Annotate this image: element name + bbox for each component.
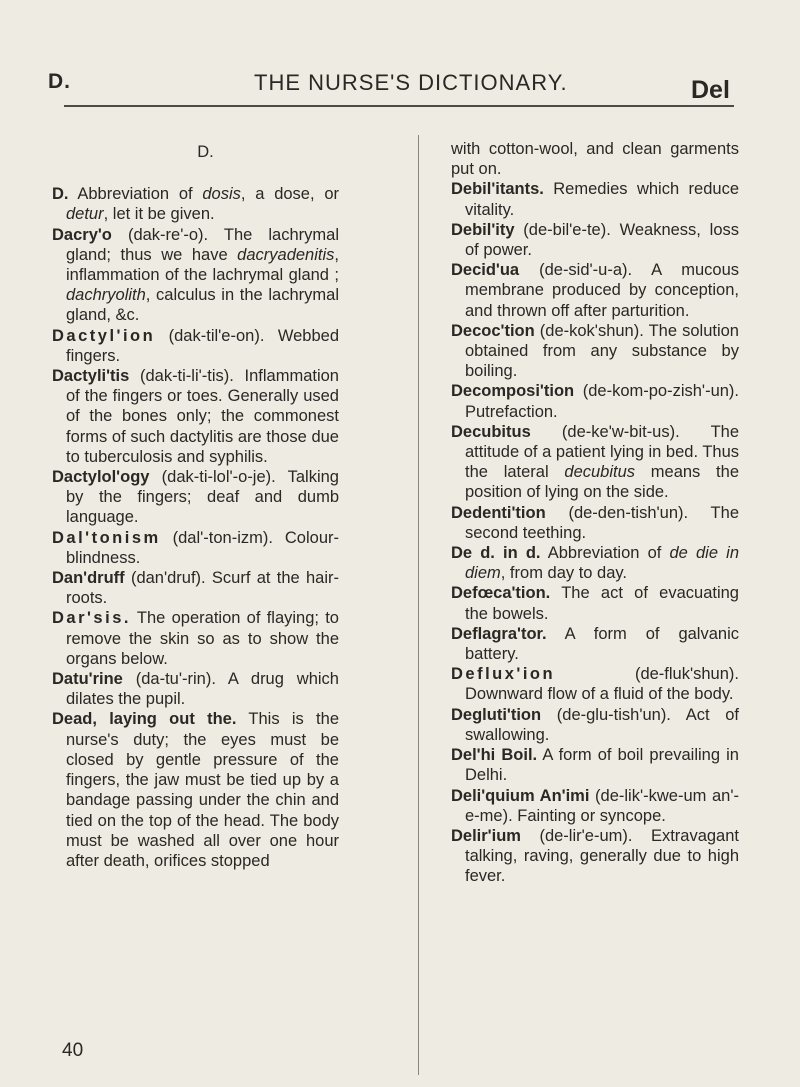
entry-debility [451, 220, 739, 260]
entry-dead-laying-out [52, 709, 339, 871]
entry-body: , inflammation of the lachrymal gland ; [66, 245, 339, 285]
entry-body: (de-bil'e-te). Weakness, loss of power. [465, 220, 739, 260]
entry-headword: De d. in d. [451, 544, 541, 563]
entry-italic: detur [66, 205, 104, 224]
entry-decidua [451, 260, 739, 321]
entry-headword: Del'hi Boil. [451, 746, 538, 765]
entry-body: , calculus in the lachrymal gland, &c. [66, 286, 339, 325]
entry-headword: Dead, laying out the. [52, 710, 237, 729]
entry-headword: Dactyl'ion [52, 326, 156, 345]
entry-body: (de-sid'-u-a). A mucous membrane produced by conception, and thrown off after parturition. [465, 261, 739, 320]
entry-daltonism [52, 528, 339, 568]
entry-body: (dak-ti-li'-tis). Inflammation of the fingers or toes. Generally used of the bones only; the commonest forms of such dactylitis are those due to tuberculosis and syphilis. [66, 367, 339, 466]
entry-body: Remedies which reduce vitality. [465, 180, 739, 219]
entry-body: A form of boil prevailing in Delhi. [465, 746, 739, 785]
entry-body: The operation of flaying; to remove the skin so as to show the organs below. [66, 609, 339, 668]
entry-deglutition [451, 705, 739, 745]
entry-de-d-in-d [451, 543, 739, 583]
entry-body: (de-ke'w-bit-us). The attitude of a patient lying in bed. Thus the lateral [465, 422, 739, 482]
section-letter: D. [197, 143, 214, 161]
entry-decomposition [451, 381, 739, 421]
entry-headword: Decomposi'tion [451, 382, 575, 401]
entry-headword: Dactylol'ogy [52, 468, 150, 487]
entry-body: A form of galvanic battery. [465, 624, 739, 664]
entry-italic: decubitus [564, 463, 636, 482]
entry-headword: Dactyli'tis [52, 367, 130, 386]
entry-headword: Decoc'tion [451, 321, 535, 340]
entry-italic: dosis [202, 185, 241, 204]
entry-decoction [451, 321, 739, 382]
entry-headword: Debil'ity [451, 220, 515, 239]
entry-headword: Dedenti'tion [451, 503, 546, 522]
entry-body: (dal'-ton-izm). Colour-blindness. [66, 528, 339, 567]
entry-headword: Dar'sis. [52, 609, 131, 628]
entry-body: This is the nurse's duty; the eyes must be closed by gentle pressure of the fingers, the jaw must be tied up by a bandage passing under the chin and tied on the top of the head. The body must be washed all over one hour after death, orifices stopped [66, 710, 339, 870]
entry-delirium [451, 826, 739, 887]
entry-italic: dacryadenitis [237, 245, 335, 264]
entry-debilitants [451, 179, 739, 219]
entry-headword: Decubitus [451, 422, 531, 441]
entry-headword: D. [52, 185, 69, 204]
entry-body: (de-lir'e-um). Extravagant talking, raving, generally due to high fever. [465, 826, 739, 886]
entry-italic: de die in diem [465, 544, 739, 583]
entry-body: (de-lik'-kwe-um an'-e-me). Fainting or syncope. [465, 786, 739, 825]
entry-dacryo [52, 225, 339, 326]
entry-d [52, 184, 339, 224]
entry-body: means the position of lying on the side. [465, 463, 739, 502]
entry-headword: Debil'itants. [451, 180, 544, 199]
entry-headword: Degluti'tion [451, 705, 542, 724]
entry-body: (dak-re'-o). The lachrymal gland; thus we have [66, 225, 339, 264]
entry-headword: Decid'ua [451, 261, 520, 280]
entry-dandruff [52, 568, 339, 608]
entry-dactylitis [52, 366, 339, 467]
entry-daturine [52, 669, 339, 709]
entry-headword: Dal'tonism [52, 528, 161, 547]
entry-body: The act of evacuating the bowels. [465, 584, 739, 623]
entry-body: (de-kok'shun). The solution obtained from any substance by boiling. [465, 321, 739, 381]
entry-deflagrator [451, 624, 739, 664]
entry-body: Abbreviation of [540, 544, 670, 563]
entry-dactylion [52, 326, 339, 366]
entry-body: , a dose, or [240, 185, 339, 204]
entry-body: (de-glu-tish'un). Act of swallowing. [465, 705, 739, 744]
left-column [52, 142, 339, 871]
entry-body: , let it be given. [103, 205, 215, 224]
entry-darsis [52, 608, 339, 669]
column-divider [418, 135, 419, 1075]
entry-continuation: with cotton-wool, and clean garments put on. [451, 140, 739, 179]
entry-headword: Defœca'tion. [451, 584, 551, 603]
running-head-letter: D. [48, 70, 71, 93]
entry-dactylology [52, 467, 339, 528]
entry-delhi-boil [451, 745, 739, 785]
running-head-title: THE NURSE'S DICTIONARY. [254, 70, 568, 95]
entry-decubitus [451, 422, 739, 503]
entry-body: (dak-til'e-on). Webbed fingers. [66, 326, 339, 365]
entry-body: , from day to day. [500, 564, 628, 583]
entry-headword: Dacry'o [52, 225, 112, 244]
entry-italic: dachryolith [66, 286, 146, 305]
entry-defluxion [451, 664, 739, 704]
entry-dedentition [451, 503, 739, 543]
entry-headword: Datu'rine [52, 670, 123, 689]
entry-deliquium-animi [451, 786, 739, 826]
entry-body: (dak-ti-lol'-o-je). Talking by the fingers; deaf and dumb language. [66, 468, 339, 527]
entry-body: (da-tu'-rin). A drug which dilates the pupil. [66, 670, 339, 709]
entry-headword: Deli'quium An'imi [451, 786, 590, 805]
entry-body: (dan'druf). Scurf at the hair-roots. [66, 569, 339, 608]
header-rule [64, 105, 734, 107]
guide-word: Del [691, 76, 730, 104]
entry-body: Abbreviation of [68, 185, 203, 204]
page-number: 40 [62, 1040, 84, 1061]
entry-headword: Deflagra'tor. [451, 624, 547, 643]
entry-body: (de-den-tish'un). The second teething. [465, 503, 739, 542]
entry-body: (de-fluk'shun). Downward flow of a fluid of the body. [465, 665, 739, 704]
entry-body: (de-kom-po-zish'-un). Putrefaction. [465, 382, 739, 421]
right-column [451, 139, 739, 887]
entry-headword: Deflux'ion [451, 665, 556, 684]
entry-headword: Delir'ium [451, 826, 521, 845]
entry-defoecation [451, 583, 739, 623]
entry-headword: Dan'druff [52, 569, 125, 588]
